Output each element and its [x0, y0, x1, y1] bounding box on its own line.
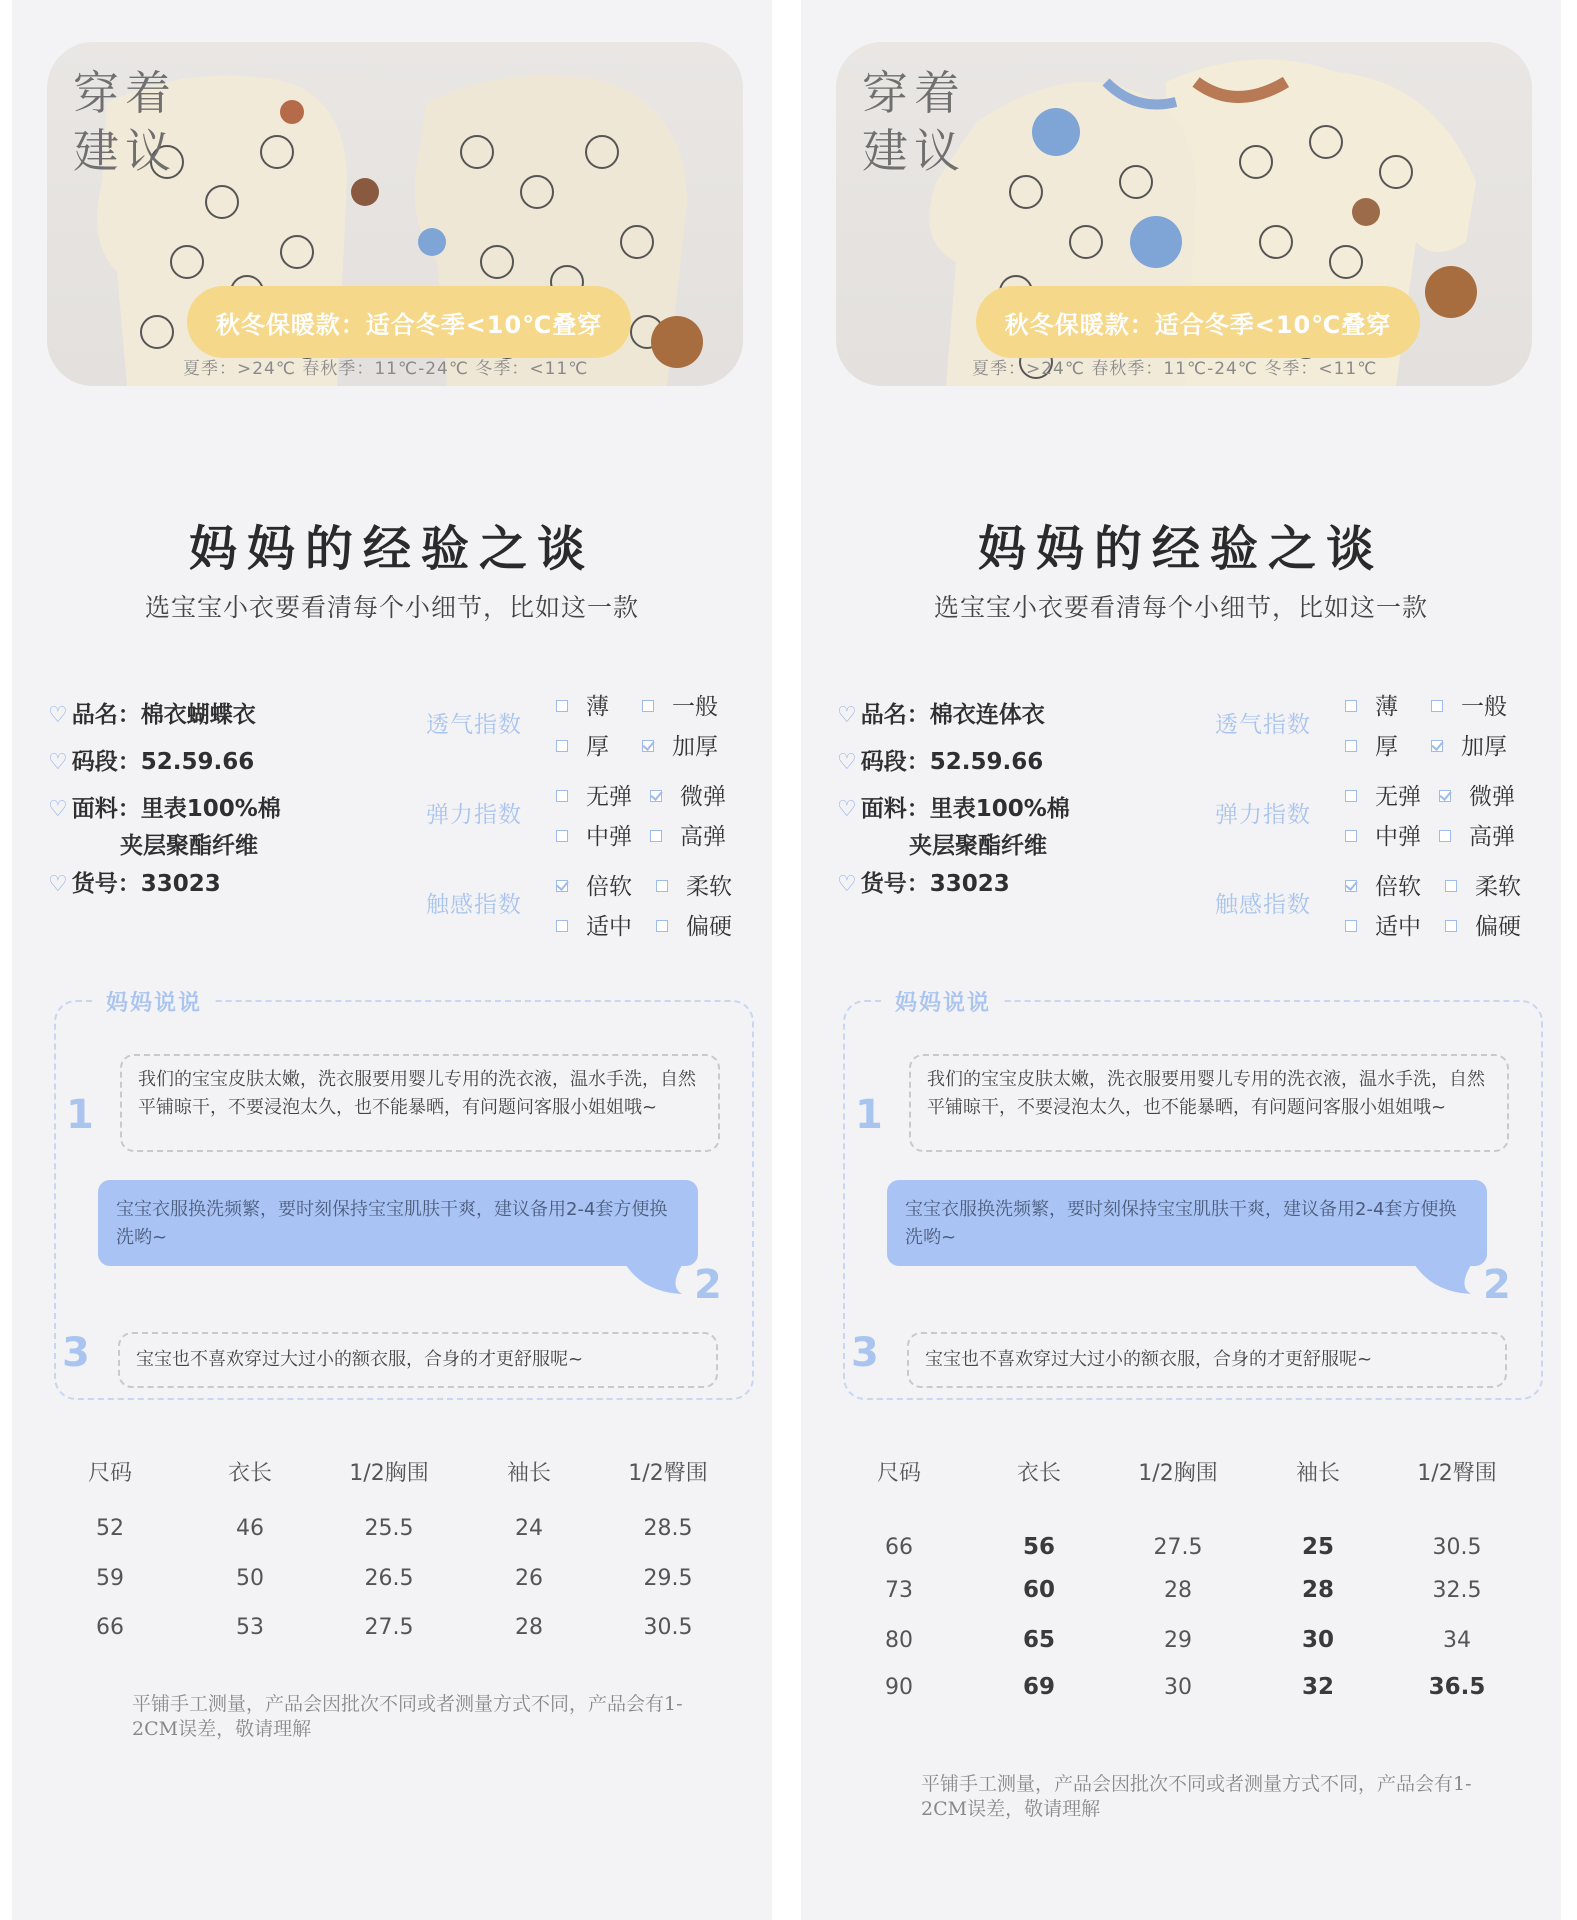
option-extra-soft: 倍软 — [1345, 868, 1421, 901]
season-temperatures: 夏季：>24℃ 春秋季：11℃-24℃ 冬季：<11℃ — [972, 359, 1378, 379]
checkbox-icon — [556, 920, 568, 932]
option-normal: 一般 — [642, 688, 718, 721]
elasticity-label: 弹力指数 — [1215, 802, 1311, 828]
table-cell: 24 — [515, 1516, 543, 1541]
table-cell: 27.5 — [364, 1615, 414, 1640]
table-header-cell: 尺码 — [87, 1461, 132, 1486]
table-header-cell: 1/2胸围 — [349, 1461, 429, 1486]
softness-label: 触感指数 — [426, 892, 522, 918]
spec-item-number: ♡ 货号：33023 — [837, 871, 1010, 897]
table-cell: 28.5 — [643, 1516, 693, 1541]
table-cell: 32 — [1301, 1674, 1334, 1700]
heart-icon: ♡ — [837, 797, 857, 822]
option-firm: 偏硬 — [1445, 908, 1521, 941]
tip-bubble-3: 宝宝也不喜欢穿过大过小的额衣服，合身的才更舒服呢~ — [118, 1332, 718, 1388]
option-normal: 一般 — [1431, 688, 1507, 721]
checkbox-icon — [650, 830, 662, 842]
checkbox-icon — [556, 830, 568, 842]
table-cell: 56 — [1022, 1534, 1055, 1560]
spec-size-range: ♡ 码段：52.59.66 — [48, 749, 255, 775]
table-cell: 66 — [885, 1535, 913, 1560]
checkbox-icon — [556, 740, 568, 752]
option-extra-thick: 加厚 — [642, 728, 718, 761]
heart-icon: ♡ — [48, 797, 68, 822]
tip-bubble-1: 我们的宝宝皮肤太嫩，洗衣服要用婴儿专用的洗衣液，温水手洗，自然平铺晾干，不要浸泡太久，也不能暴晒，有问题问客服小姐姐哦~ — [909, 1054, 1509, 1152]
table-cell: 28 — [1164, 1578, 1192, 1603]
checkbox-icon — [1431, 700, 1443, 712]
table-cell: 73 — [885, 1578, 913, 1603]
table-cell: 27.5 — [1153, 1535, 1203, 1560]
option-soft: 柔软 — [656, 868, 732, 901]
table-cell: 36.5 — [1428, 1674, 1486, 1700]
mom-tips-title: 妈妈说说 — [885, 986, 1001, 1017]
option-moderate: 适中 — [556, 908, 632, 941]
option-thick: 厚 — [1345, 728, 1398, 761]
option-thick: 厚 — [556, 728, 609, 761]
heart-icon: ♡ — [48, 703, 68, 728]
option-extra-thick: 加厚 — [1431, 728, 1507, 761]
option-firm: 偏硬 — [656, 908, 732, 941]
table-header-cell: 1/2臀围 — [1417, 1461, 1497, 1486]
checked-checkbox-icon — [556, 880, 568, 892]
tip-bubble-2: 宝宝衣服换洗频繁，要时刻保持宝宝肌肤干爽，建议备用2-4套方便换洗哟~ — [98, 1180, 698, 1266]
checked-checkbox-icon — [1431, 740, 1443, 752]
table-header-cell: 1/2臀围 — [628, 1461, 708, 1486]
checkbox-icon — [1345, 790, 1357, 802]
table-cell: 59 — [96, 1566, 124, 1591]
table-cell: 28 — [515, 1615, 543, 1640]
table-cell: 30 — [1164, 1675, 1192, 1700]
product-panel-right — [801, 0, 1561, 1920]
option-medium-stretch: 中弹 — [1345, 818, 1421, 851]
tip-number-1: 1 — [66, 1092, 94, 1138]
checkbox-icon — [1445, 920, 1457, 932]
table-cell: 50 — [236, 1566, 264, 1591]
checkbox-icon — [656, 880, 668, 892]
spec-fabric: ♡ 面料：里表100%棉 夹层聚酯纤维 — [48, 796, 281, 859]
table-cell: 30 — [1301, 1627, 1334, 1653]
heart-icon: ♡ — [837, 750, 857, 775]
table-cell: 26.5 — [364, 1566, 414, 1591]
section-heading: 妈妈的经验之谈 — [977, 521, 1384, 577]
warmth-badge: 秋冬保暖款：适合冬季<10℃叠穿 — [976, 286, 1420, 358]
checkbox-icon — [1445, 880, 1457, 892]
bubble-tail-icon — [1413, 1262, 1473, 1296]
table-cell: 90 — [885, 1675, 913, 1700]
table-cell: 69 — [1022, 1674, 1055, 1700]
option-slight-stretch: 微弹 — [1439, 778, 1515, 811]
softness-label: 触感指数 — [1215, 892, 1311, 918]
option-moderate: 适中 — [1345, 908, 1421, 941]
table-cell: 80 — [885, 1628, 913, 1653]
tip-number-2: 2 — [694, 1262, 722, 1308]
heart-icon: ♡ — [837, 703, 857, 728]
hero-image — [47, 42, 743, 386]
measurement-note: 平铺手工测量，产品会因批次不同或者测量方式不同，产品会有1-2CM误差，敬请理解 — [132, 1693, 683, 1740]
table-header-cell: 袖长 — [506, 1461, 551, 1486]
hero-title: 穿着建议 — [862, 66, 966, 178]
checkbox-icon — [1439, 830, 1451, 842]
hero-title: 穿着建议 — [73, 66, 177, 178]
table-cell: 60 — [1022, 1577, 1055, 1603]
spec-size-range: ♡ 码段：52.59.66 — [837, 749, 1044, 775]
mom-tips-title: 妈妈说说 — [96, 986, 212, 1017]
section-subheading: 选宝宝小衣要看清每个小细节，比如这一款 — [144, 593, 639, 622]
tip-number-3: 3 — [62, 1330, 90, 1376]
checked-checkbox-icon — [1345, 880, 1357, 892]
option-high-stretch: 高弹 — [1439, 818, 1515, 851]
table-cell: 65 — [1022, 1627, 1055, 1653]
table-cell: 32.5 — [1432, 1578, 1482, 1603]
bubble-tail-icon — [624, 1262, 684, 1296]
checkbox-icon — [1345, 740, 1357, 752]
option-no-stretch: 无弹 — [1345, 778, 1421, 811]
option-extra-soft: 倍软 — [556, 868, 632, 901]
option-thin: 薄 — [1345, 688, 1398, 721]
warmth-badge: 秋冬保暖款：适合冬季<10℃叠穿 — [187, 286, 631, 358]
checked-checkbox-icon — [1439, 790, 1451, 802]
table-cell: 30.5 — [1432, 1535, 1482, 1560]
table-cell: 26 — [515, 1566, 543, 1591]
table-cell: 34 — [1443, 1628, 1471, 1653]
table-cell: 29 — [1164, 1628, 1192, 1653]
table-header-cell: 衣长 — [227, 1461, 272, 1486]
table-header-cell: 尺码 — [876, 1461, 921, 1486]
option-high-stretch: 高弹 — [650, 818, 726, 851]
checkbox-icon — [642, 700, 654, 712]
tip-number-2: 2 — [1483, 1262, 1511, 1308]
measurement-note: 平铺手工测量，产品会因批次不同或者测量方式不同，产品会有1-2CM误差，敬请理解 — [921, 1773, 1472, 1820]
product-panel-left — [12, 0, 772, 1920]
table-cell: 46 — [236, 1516, 264, 1541]
tip-bubble-2: 宝宝衣服换洗频繁，要时刻保持宝宝肌肤干爽，建议备用2-4套方便换洗哟~ — [887, 1180, 1487, 1266]
option-thin: 薄 — [556, 688, 609, 721]
tip-bubble-3: 宝宝也不喜欢穿过大过小的额衣服，合身的才更舒服呢~ — [907, 1332, 1507, 1388]
table-cell: 25.5 — [364, 1516, 414, 1541]
table-cell: 29.5 — [643, 1566, 693, 1591]
elasticity-label: 弹力指数 — [426, 802, 522, 828]
checked-checkbox-icon — [650, 790, 662, 802]
option-no-stretch: 无弹 — [556, 778, 632, 811]
checked-checkbox-icon — [642, 740, 654, 752]
checkbox-icon — [556, 790, 568, 802]
section-heading: 妈妈的经验之谈 — [188, 521, 595, 577]
heart-icon: ♡ — [48, 750, 68, 775]
table-header-cell: 衣长 — [1016, 1461, 1061, 1486]
spec-fabric: ♡ 面料：里表100%棉 夹层聚酯纤维 — [837, 796, 1070, 859]
table-cell: 25 — [1301, 1534, 1334, 1560]
breathability-label: 透气指数 — [426, 712, 522, 738]
checkbox-icon — [1345, 700, 1357, 712]
table-header-cell: 袖长 — [1295, 1461, 1340, 1486]
tip-bubble-1: 我们的宝宝皮肤太嫩，洗衣服要用婴儿专用的洗衣液，温水手洗，自然平铺晾干，不要浸泡太久，也不能暴晒，有问题问客服小姐姐哦~ — [120, 1054, 720, 1152]
table-cell: 66 — [96, 1615, 124, 1640]
hero-image — [836, 42, 1532, 386]
section-subheading: 选宝宝小衣要看清每个小细节，比如这一款 — [933, 593, 1428, 622]
checkbox-icon — [556, 700, 568, 712]
option-medium-stretch: 中弹 — [556, 818, 632, 851]
table-cell: 52 — [96, 1516, 124, 1541]
table-cell: 28 — [1301, 1577, 1334, 1603]
season-temperatures: 夏季：>24℃ 春秋季：11℃-24℃ 冬季：<11℃ — [183, 359, 589, 379]
option-soft: 柔软 — [1445, 868, 1521, 901]
spec-product-name: ♡ 品名：棉衣蝴蝶衣 — [48, 702, 256, 728]
checkbox-icon — [656, 920, 668, 932]
breathability-label: 透气指数 — [1215, 712, 1311, 738]
tip-number-3: 3 — [851, 1330, 879, 1376]
table-header-cell: 1/2胸围 — [1138, 1461, 1218, 1486]
table-cell: 53 — [236, 1615, 264, 1640]
option-slight-stretch: 微弹 — [650, 778, 726, 811]
tip-number-1: 1 — [855, 1092, 883, 1138]
spec-product-name: ♡ 品名：棉衣连体衣 — [837, 702, 1045, 728]
heart-icon: ♡ — [48, 872, 68, 897]
spec-item-number: ♡ 货号：33023 — [48, 871, 221, 897]
checkbox-icon — [1345, 920, 1357, 932]
table-cell: 30.5 — [643, 1615, 693, 1640]
heart-icon: ♡ — [837, 872, 857, 897]
checkbox-icon — [1345, 830, 1357, 842]
